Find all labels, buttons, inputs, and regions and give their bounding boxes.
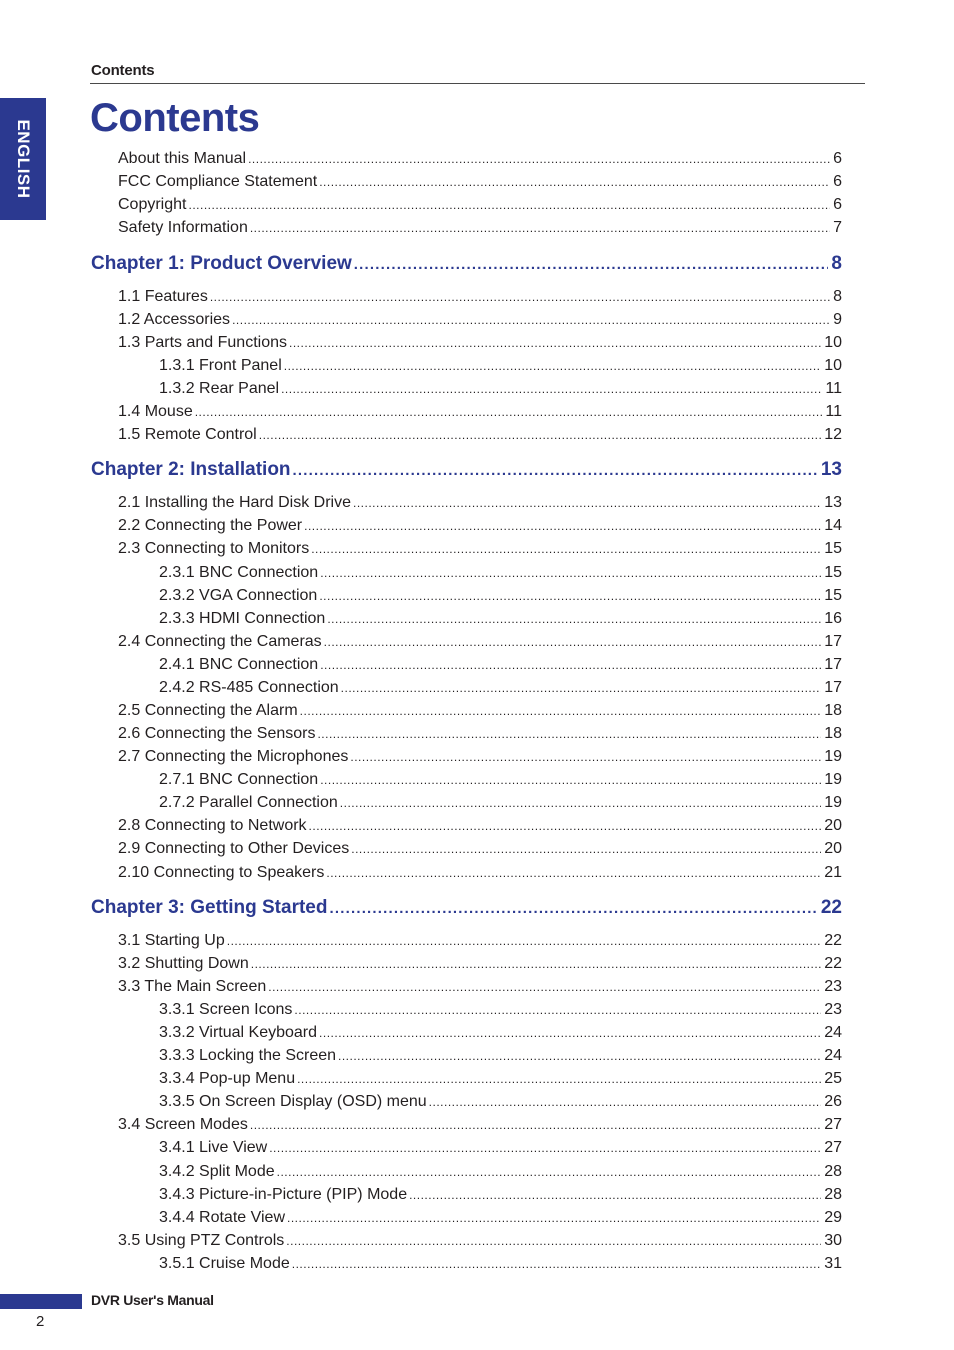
toc-entry[interactable] <box>118 171 842 193</box>
toc-entry-page: 22 <box>824 932 842 949</box>
toc-entry[interactable] <box>118 148 842 170</box>
toc-entry-page: 14 <box>824 517 842 534</box>
toc-chapter-entry[interactable] <box>91 457 842 483</box>
toc-entry-label: 1.1 Features <box>118 288 208 305</box>
toc-entry[interactable] <box>159 378 842 400</box>
toc-entry[interactable] <box>159 792 842 814</box>
toc-entry[interactable] <box>118 976 842 998</box>
toc-dot-leader <box>188 194 830 216</box>
toc-entry-page: 6 <box>833 196 842 213</box>
toc-entry-label: 2.3.3 HDMI Connection <box>159 610 326 627</box>
toc-entry[interactable] <box>159 608 842 630</box>
toc-entry-page: 19 <box>824 794 842 811</box>
toc-entry-page: 25 <box>824 1070 842 1087</box>
toc-entry-page: 6 <box>833 150 842 167</box>
toc-dot-leader <box>250 217 830 239</box>
toc-entry-page: 7 <box>833 219 842 236</box>
toc-entry-label: Safety Information <box>118 219 248 236</box>
toc-entry-page: 9 <box>833 311 842 328</box>
toc-entry[interactable] <box>118 862 842 884</box>
toc-entry[interactable] <box>118 424 842 446</box>
toc-entry[interactable] <box>118 401 842 423</box>
toc-entry-label: Chapter 3: Getting Started <box>91 897 328 918</box>
toc-dot-leader <box>429 1091 822 1113</box>
toc-entry[interactable] <box>118 1230 842 1252</box>
toc-entry-page: 17 <box>824 633 842 650</box>
toc-entry-page: 15 <box>824 564 842 581</box>
toc-entry-page: 15 <box>824 587 842 604</box>
toc-dot-leader <box>319 585 821 607</box>
toc-entry-label: 2.2 Connecting the Power <box>118 517 303 534</box>
toc-entry-label: 3.4.2 Split Mode <box>159 1163 275 1180</box>
toc-dot-leader <box>294 999 821 1021</box>
toc-dot-leader <box>232 309 830 331</box>
toc-dot-leader <box>195 401 823 423</box>
toc-entry-page: 27 <box>824 1116 842 1133</box>
toc-entry-page: 16 <box>824 610 842 627</box>
toc-entry-page: 23 <box>824 978 842 995</box>
toc-entry-label: 3.4.1 Live View <box>159 1139 268 1156</box>
toc-entry[interactable] <box>159 769 842 791</box>
toc-chapter-entry[interactable] <box>91 251 842 277</box>
toc-dot-leader <box>277 1161 822 1183</box>
toc-entry-page: 24 <box>824 1024 842 1041</box>
toc-entry-label: 2.8 Connecting to Network <box>118 817 307 834</box>
toc-dot-leader <box>250 1114 821 1136</box>
toc-entry[interactable] <box>159 1045 842 1067</box>
toc-entry-label: 3.3.1 Screen Icons <box>159 1001 293 1018</box>
toc-entry-label: Copyright <box>118 196 187 213</box>
toc-entry[interactable] <box>159 1184 842 1206</box>
page-title: Contents <box>90 96 260 140</box>
toc-dot-leader <box>351 838 821 860</box>
toc-entry[interactable] <box>118 700 842 722</box>
toc-entry-page: 29 <box>824 1209 842 1226</box>
toc-entry-label: 3.3.4 Pop-up Menu <box>159 1070 296 1087</box>
toc-entry-label: 3.5.1 Cruise Mode <box>159 1255 290 1272</box>
toc-entry[interactable] <box>159 562 842 584</box>
toc-entry[interactable] <box>118 631 842 653</box>
toc-entry[interactable] <box>159 355 842 377</box>
toc-entry-label: 2.3 Connecting to Monitors <box>118 540 310 557</box>
toc-entry-label: 2.3.1 BNC Connection <box>159 564 319 581</box>
toc-entry[interactable] <box>159 1161 842 1183</box>
toc-dot-leader <box>341 677 822 699</box>
toc-entry-page: 8 <box>831 253 842 274</box>
toc-entry-page: 30 <box>824 1232 842 1249</box>
toc-entry[interactable] <box>159 1137 842 1159</box>
toc-entry[interactable] <box>159 1091 842 1113</box>
toc-entry-label: 2.1 Installing the Hard Disk Drive <box>118 494 351 511</box>
toc-dot-leader <box>320 654 821 676</box>
toc-entry-page: 19 <box>824 748 842 765</box>
toc-entry[interactable] <box>159 1068 842 1090</box>
toc-entry-label: 3.2 Shutting Down <box>118 955 249 972</box>
toc-entry[interactable] <box>118 194 842 216</box>
toc-entry-label: 2.7 Connecting the Microphones <box>118 748 349 765</box>
toc-dot-leader <box>324 631 822 653</box>
toc-dot-leader <box>354 252 829 278</box>
toc-entry-label: About this Manual <box>118 150 247 167</box>
toc-entry-page: 11 <box>825 403 842 420</box>
toc-dot-leader <box>287 1207 821 1229</box>
toc-dot-leader <box>268 976 821 998</box>
toc-entry-page: 20 <box>824 840 842 857</box>
toc-entry-page: 23 <box>824 1001 842 1018</box>
toc-dot-leader <box>338 1045 821 1067</box>
toc-entry-page: 31 <box>824 1255 842 1272</box>
toc-entry[interactable] <box>159 1207 842 1229</box>
toc-entry[interactable] <box>118 332 842 354</box>
toc-dot-leader <box>340 792 821 814</box>
toc-entry[interactable] <box>118 930 842 952</box>
toc-dot-leader <box>353 492 821 514</box>
toc-entry-page: 18 <box>824 702 842 719</box>
toc-entry[interactable] <box>159 1253 842 1275</box>
toc-entry[interactable] <box>159 585 842 607</box>
toc-entry-page: 12 <box>824 426 842 443</box>
toc-entry-label: 3.3.5 On Screen Display (OSD) menu <box>159 1093 427 1110</box>
toc-dot-leader <box>248 148 830 170</box>
running-header: Contents <box>91 62 155 79</box>
toc-entry-label: 2.5 Connecting the Alarm <box>118 702 298 719</box>
toc-dot-leader <box>286 1230 821 1252</box>
toc-entry[interactable] <box>118 492 842 514</box>
toc-chapter-entry[interactable] <box>91 895 842 921</box>
toc-entry-page: 6 <box>833 173 842 190</box>
toc-entry-label: Chapter 2: Installation <box>91 459 291 480</box>
toc-entry-page: 10 <box>824 357 842 374</box>
toc-entry-label: 3.3 The Main Screen <box>118 978 267 995</box>
footer-accent-bar <box>0 1294 82 1309</box>
toc-entry-label: 2.3.2 VGA Connection <box>159 587 318 604</box>
toc-dot-leader <box>327 608 821 630</box>
toc-entry[interactable] <box>118 217 842 239</box>
toc-entry[interactable] <box>118 746 842 768</box>
page-number: 2 <box>36 1313 45 1330</box>
toc-entry[interactable] <box>159 654 842 676</box>
toc-entry-label: 1.2 Accessories <box>118 311 231 328</box>
toc-entry[interactable] <box>159 999 842 1021</box>
toc-dot-leader <box>309 815 822 837</box>
toc-dot-leader <box>297 1068 821 1090</box>
toc-entry[interactable] <box>118 309 842 331</box>
toc-entry[interactable] <box>118 953 842 975</box>
toc-entry-page: 22 <box>824 955 842 972</box>
toc-entry-page: 28 <box>824 1186 842 1203</box>
toc-dot-leader <box>311 538 821 560</box>
toc-entry-label: 3.3.3 Locking the Screen <box>159 1047 337 1064</box>
toc-dot-leader <box>281 378 822 400</box>
toc-entry-page: 21 <box>824 864 842 881</box>
toc-dot-leader <box>319 171 830 193</box>
toc-dot-leader <box>320 562 821 584</box>
toc-dot-leader <box>259 424 821 446</box>
toc-entry[interactable] <box>118 723 842 745</box>
toc-dot-leader <box>269 1137 821 1159</box>
toc-entry-label: 1.5 Remote Control <box>118 426 257 443</box>
toc-dot-leader <box>292 1253 821 1275</box>
toc-entry-label: 2.6 Connecting the Sensors <box>118 725 316 742</box>
toc-entry-page: 24 <box>824 1047 842 1064</box>
toc-entry-label: 2.9 Connecting to Other Devices <box>118 840 350 857</box>
toc-entry-label: Chapter 1: Product Overview <box>91 253 352 274</box>
toc-entry[interactable] <box>118 286 842 308</box>
toc-entry-page: 27 <box>824 1139 842 1156</box>
footer-manual-title: DVR User's Manual <box>91 1292 214 1308</box>
toc-entry-page: 8 <box>833 288 842 305</box>
toc-entry-page: 13 <box>820 459 842 480</box>
toc-entry-label: 2.4.2 RS-485 Connection <box>159 679 339 696</box>
toc-entry-label: 3.3.2 Virtual Keyboard <box>159 1024 318 1041</box>
toc-entry-page: 26 <box>824 1093 842 1110</box>
toc-dot-leader <box>289 332 821 354</box>
toc-entry[interactable] <box>159 677 842 699</box>
toc-entry-label: 3.1 Starting Up <box>118 932 225 949</box>
toc-entry[interactable] <box>118 515 842 537</box>
toc-dot-leader <box>329 896 817 922</box>
toc-dot-leader <box>300 700 822 722</box>
toc-entry-page: 19 <box>824 771 842 788</box>
language-tab-label: ENGLISH <box>14 119 33 199</box>
toc-entry-label: 3.4.3 Picture-in-Picture (PIP) Mode <box>159 1186 408 1203</box>
toc-entry-label: 2.7.2 Parallel Connection <box>159 794 338 811</box>
toc-entry[interactable] <box>118 538 842 560</box>
toc-dot-leader <box>350 746 821 768</box>
toc-dot-leader <box>227 930 821 952</box>
toc-entry-page: 28 <box>824 1163 842 1180</box>
toc-entry-page: 13 <box>824 494 842 511</box>
toc-entry-label: 1.4 Mouse <box>118 403 193 420</box>
toc-entry-label: 1.3 Parts and Functions <box>118 334 287 351</box>
toc-dot-leader <box>284 355 821 377</box>
toc-dot-leader <box>304 515 821 537</box>
toc-entry-page: 22 <box>820 897 842 918</box>
toc-dot-leader <box>326 862 821 884</box>
toc-entry-label: 2.4 Connecting the Cameras <box>118 633 322 650</box>
toc-dot-leader <box>251 953 821 975</box>
toc-entry-label: 2.7.1 BNC Connection <box>159 771 319 788</box>
toc-entry-page: 18 <box>824 725 842 742</box>
toc-entry[interactable] <box>118 838 842 860</box>
toc-dot-leader <box>409 1184 821 1206</box>
toc-entry-page: 10 <box>824 334 842 351</box>
toc-entry-page: 20 <box>824 817 842 834</box>
toc-entry-page: 15 <box>824 540 842 557</box>
toc-entry-label: 3.5 Using PTZ Controls <box>118 1232 285 1249</box>
toc-dot-leader <box>210 286 830 308</box>
toc-entry[interactable] <box>118 1114 842 1136</box>
toc-entry-page: 17 <box>824 656 842 673</box>
toc-dot-leader <box>293 458 818 484</box>
toc-dot-leader <box>317 723 821 745</box>
toc-entry-label: 1.3.2 Rear Panel <box>159 380 280 397</box>
toc-entry[interactable] <box>159 1022 842 1044</box>
toc-entry-page: 17 <box>824 679 842 696</box>
toc-entry[interactable] <box>118 815 842 837</box>
toc-entry-label: 2.4.1 BNC Connection <box>159 656 319 673</box>
toc-entry-label: 3.4.4 Rotate View <box>159 1209 286 1226</box>
toc-dot-leader <box>319 1022 821 1044</box>
toc-entry-label: FCC Compliance Statement <box>118 173 318 190</box>
toc-entry-label: 1.3.1 Front Panel <box>159 357 282 374</box>
toc-entry-page: 11 <box>825 380 842 397</box>
toc-entry-label: 2.10 Connecting to Speakers <box>118 864 325 881</box>
toc-dot-leader <box>320 769 821 791</box>
toc-entry-label: 3.4 Screen Modes <box>118 1116 248 1133</box>
